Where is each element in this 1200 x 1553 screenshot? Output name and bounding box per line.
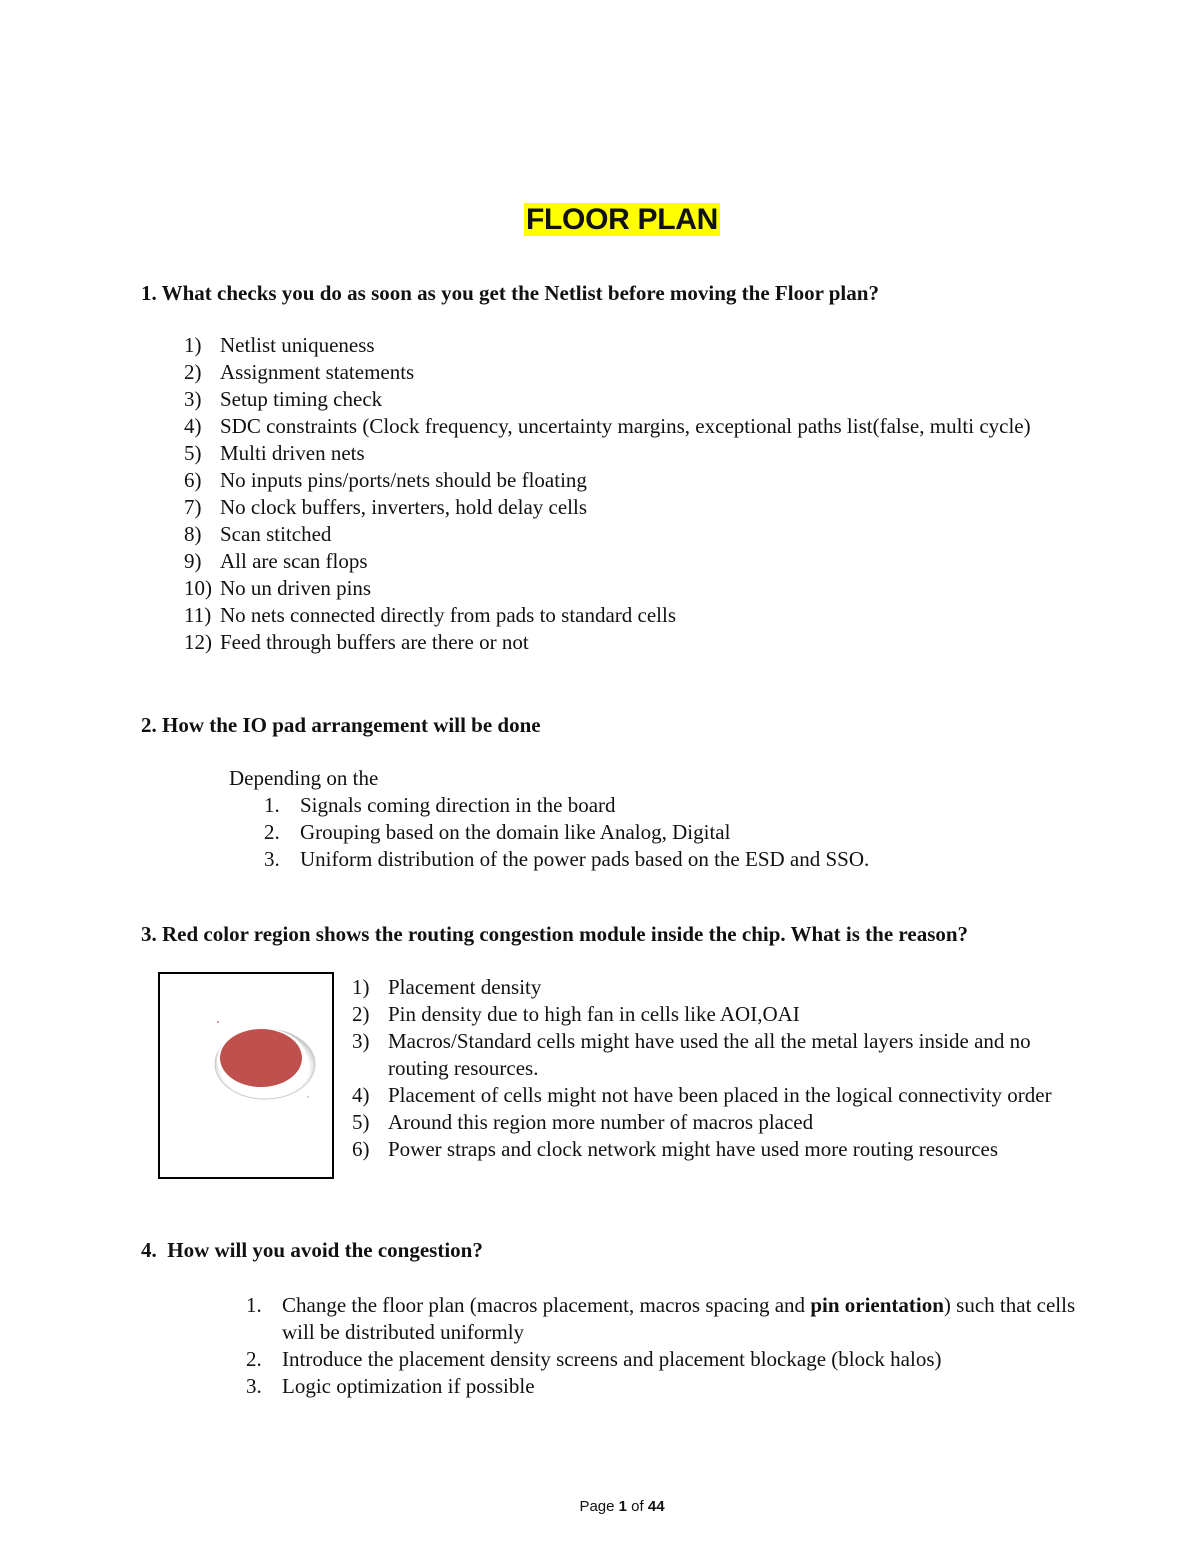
list-item: 10) No un driven pins [184,576,372,600]
question-4-list [246,1292,1086,1400]
question-3-list [352,974,1087,1163]
list-item: 4) Placement of cells might not have been placed in the logical connectivity order [352,1083,1052,1107]
list-item: 3. Uniform distribution of the power pads based on the ESD and SSO. [264,847,870,871]
list-item: 3) Macros/Standard cells might have used the all the metal layers inside and no routing resources. [352,1029,1031,1080]
page-title-block [0,203,1200,237]
question-3-text: Red color region shows the routing congestion module inside the chip. What is the reason? [162,922,969,946]
list-item: 3) Setup timing check [184,387,383,411]
question-1-text: What checks you do as soon as you get the Netlist before moving the Floor plan? [161,281,879,305]
page-number: 1 [618,1498,627,1515]
list-item: 11) No nets connected directly from pads to standard cells [184,603,677,627]
list-item: 2) Assignment statements [184,360,415,384]
list-item: 1. Signals coming direction in the board [264,793,616,817]
list-item: 2. Introduce the placement density screens and placement blockage (block halos) [246,1347,942,1371]
congestion-region-icon [160,974,332,1177]
question-2-list [264,792,1064,873]
question-1-list [184,332,1084,656]
list-item: 4) SDC constraints (Clock frequency, uncertainty margins, exceptional paths list(false, multi cycle) [184,414,1031,438]
list-item: 1. Change the floor plan (macros placement, macros spacing and pin orientation) such that cells will be distributed uniformly [246,1293,1076,1344]
list-item: 3. Logic optimization if possible [246,1374,535,1398]
list-item: 6) Power straps and clock network might have used more routing resources [352,1137,999,1161]
question-4 [141,1238,483,1263]
question-4-number: 4. [141,1238,157,1262]
list-item: 6) No inputs pins/ports/nets should be floating [184,468,587,492]
list-item: 8) Scan stitched [184,522,332,546]
list-item: 2) Pin density due to high fan in cells like AOI,OAI [352,1002,800,1026]
question-2-text: How the IO pad arrangement will be done [162,713,541,737]
question-4-text: How will you avoid the congestion? [167,1238,483,1262]
pin-orientation-emphasis: pin orientation [810,1293,944,1317]
question-3-number: 3. [141,922,157,946]
question-1 [141,281,879,306]
list-item: 1) Placement density [352,975,542,999]
congestion-figure [158,972,334,1179]
question-2-intro: Depending on the [229,766,379,790]
list-item: 1) Netlist uniqueness [184,333,375,357]
page-total: 44 [647,1498,665,1515]
list-item: 5) Multi driven nets [184,441,365,465]
list-item: 7) No clock buffers, inverters, hold delay cells [184,495,587,519]
list-item: 2. Grouping based on the domain like Analog, Digital [264,820,731,844]
question-1-number: 1. [141,281,157,305]
page-footer: Page 1 of 44 [579,1498,665,1515]
question-2 [141,713,541,738]
list-item: 9) All are scan flops [184,549,368,573]
list-item: 12) Feed through buffers are there or not [184,630,529,654]
question-3 [141,922,968,947]
page-title: FLOOR PLAN [526,203,718,236]
question-2-number: 2. [141,713,157,737]
list-item: 5) Around this region more number of macros placed [352,1110,814,1134]
